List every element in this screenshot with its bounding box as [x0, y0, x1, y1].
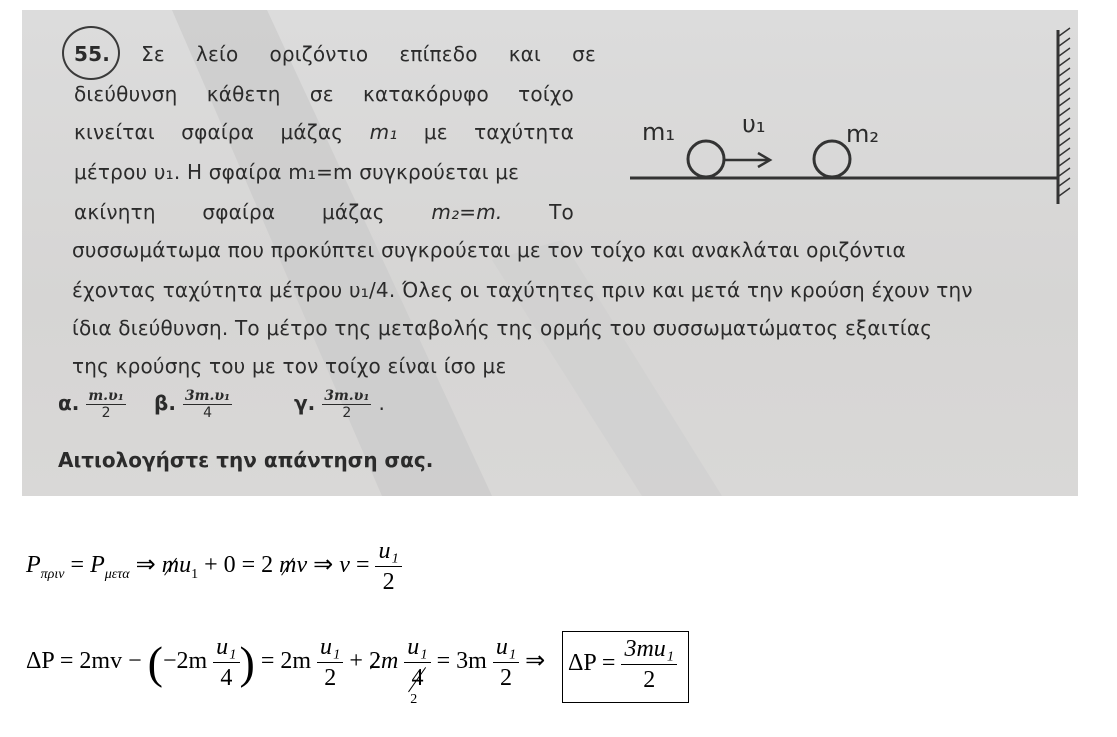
option-c: [294, 388, 385, 421]
result-fraction: [621, 634, 677, 695]
fraction-denominator: 2: [500, 665, 512, 691]
fraction-numerator: 3mu₁: [621, 634, 677, 665]
word: Σε: [141, 42, 165, 66]
fraction-denominator: 2: [342, 405, 352, 421]
word: m₁: [369, 120, 398, 144]
p-after: P: [90, 552, 105, 579]
word: κατακόρυφο: [363, 82, 489, 106]
word: μάζας: [321, 200, 385, 224]
word: σφαίρα: [181, 120, 255, 144]
term-1: = 2m: [260, 648, 312, 675]
option-suffix: .: [378, 391, 385, 415]
momentum-equation: $P_{\pi\rho\iota\nu} = P_{\mu\varepsilon\tau\alpha}$ ⇒ $mu_1 + 0 = 2$ mv ⇒ v = $\frac{\text{u₁}}{2}$: [26, 536, 402, 597]
option-label: α.: [58, 391, 80, 415]
fraction-denominator: 2: [382, 569, 395, 595]
word: ακίνητη: [74, 200, 156, 224]
text-line-8: ίδια διεύθυνση. Το μέτρο της μεταβολής της ορμής του συσσωματώματος εξαιτίας: [72, 316, 933, 340]
fraction-numerator: u₁: [375, 536, 401, 567]
implies-arrow: ⇒: [525, 648, 546, 675]
inner-term: −2m: [162, 648, 208, 675]
sphere-m2: [814, 141, 850, 177]
text-line-2: [74, 82, 574, 106]
problem-photo: [22, 10, 1078, 496]
subscript-before: πριν: [40, 567, 65, 583]
word: κάθετη: [206, 82, 281, 106]
v-fraction: [375, 536, 401, 597]
fraction-denominator: 2: [101, 405, 111, 421]
option-label: γ.: [294, 391, 316, 415]
instruction-text: Αιτιολογήστε την απάντηση σας.: [58, 448, 434, 472]
option-fraction: [183, 388, 232, 421]
word: λείο: [195, 42, 239, 66]
label-v1: υ₁: [742, 110, 766, 138]
plus-sign: +: [349, 648, 363, 675]
word: μάζας: [280, 120, 344, 144]
fraction-numerator: m.υ₁: [88, 388, 124, 404]
text-line-4: μέτρου υ₁. Η σφαίρα m₁=m συγκρούεται με: [74, 160, 520, 184]
word: Το: [549, 200, 574, 224]
fraction-denominator: 4: [203, 405, 212, 421]
fraction-denominator: 2: [643, 667, 656, 693]
fraction-denominator: 4: [404, 663, 430, 693]
text-line-5: [74, 200, 574, 224]
word: σε: [572, 42, 596, 66]
word: κινείται: [74, 120, 155, 144]
word: ταχύτητα: [474, 120, 574, 144]
sphere-m1: [688, 141, 724, 177]
term-3-fraction: [493, 632, 519, 693]
final-answer: [568, 634, 677, 695]
fraction-numerator: u₁: [317, 632, 343, 663]
word: με: [423, 120, 448, 144]
text-line-7: έχοντας ταχύτητα μέτρου υ₁/4. Όλες οι ταχύτητες πριν και μετά την κρούση έχουν την: [72, 278, 973, 302]
word: σε: [309, 82, 334, 106]
text-line-6: συσσωμάτωμα που προκύπτει συγκρούεται με τον τοίχο και ανακλάται οριζόντια: [72, 238, 906, 262]
label-m1: m₁: [642, 118, 675, 146]
text-line-9: της κρούσης του με τον τοίχο είναι ίσο με: [72, 354, 507, 378]
term-3: = 3m: [436, 648, 487, 675]
term-2-fraction: [404, 632, 430, 707]
fraction-denominator: 4: [220, 665, 233, 691]
subscript-after: μετα: [104, 567, 130, 583]
delta-p-lhs: ΔP = 2mv −: [26, 648, 142, 675]
problem-number: 55.: [74, 42, 111, 66]
word: επίπεδο: [399, 42, 478, 66]
term-1-fraction: [317, 632, 343, 693]
implies-arrow: ⇒: [135, 552, 156, 579]
option-fraction: [86, 388, 126, 421]
option-fraction: [322, 388, 371, 421]
fraction-numerator: u₁: [404, 632, 430, 663]
text-line-3: [74, 120, 574, 144]
fraction-denominator: 2: [324, 665, 337, 691]
word: οριζόντιο: [269, 42, 369, 66]
fraction-numerator: u₁: [493, 632, 519, 663]
cancel-annotation: 2: [410, 692, 418, 707]
word: και: [508, 42, 542, 66]
inner-fraction: [213, 632, 239, 693]
collision-diagram: [618, 18, 1078, 208]
fraction-numerator: 3m.υ₁: [184, 388, 231, 404]
option-label: β.: [154, 391, 176, 415]
word: τοίχο: [518, 82, 574, 106]
option-b: [154, 388, 232, 421]
fraction-numerator: 3m.υ₁: [324, 388, 370, 404]
word: m₂=m.: [431, 200, 503, 224]
delta-p-equation: ΔP = 2mv − (−2m $\frac{\text{u₁}}{4}$ ) = 2m $\frac{\text{u₁}}{2}$ + 2m u₁ 4 2 = 3m $\frac{\text{u₁}}{2}$ ⇒: [26, 634, 546, 707]
fraction-numerator: u₁: [213, 632, 239, 663]
label-m2: m₂: [846, 120, 879, 148]
option-a: [58, 388, 126, 421]
p-before: P: [26, 552, 41, 579]
text-line-1: [74, 42, 596, 66]
word: σφαίρα: [202, 200, 276, 224]
result-lhs: ΔP =: [568, 650, 616, 677]
word: διεύθυνση: [74, 82, 178, 106]
